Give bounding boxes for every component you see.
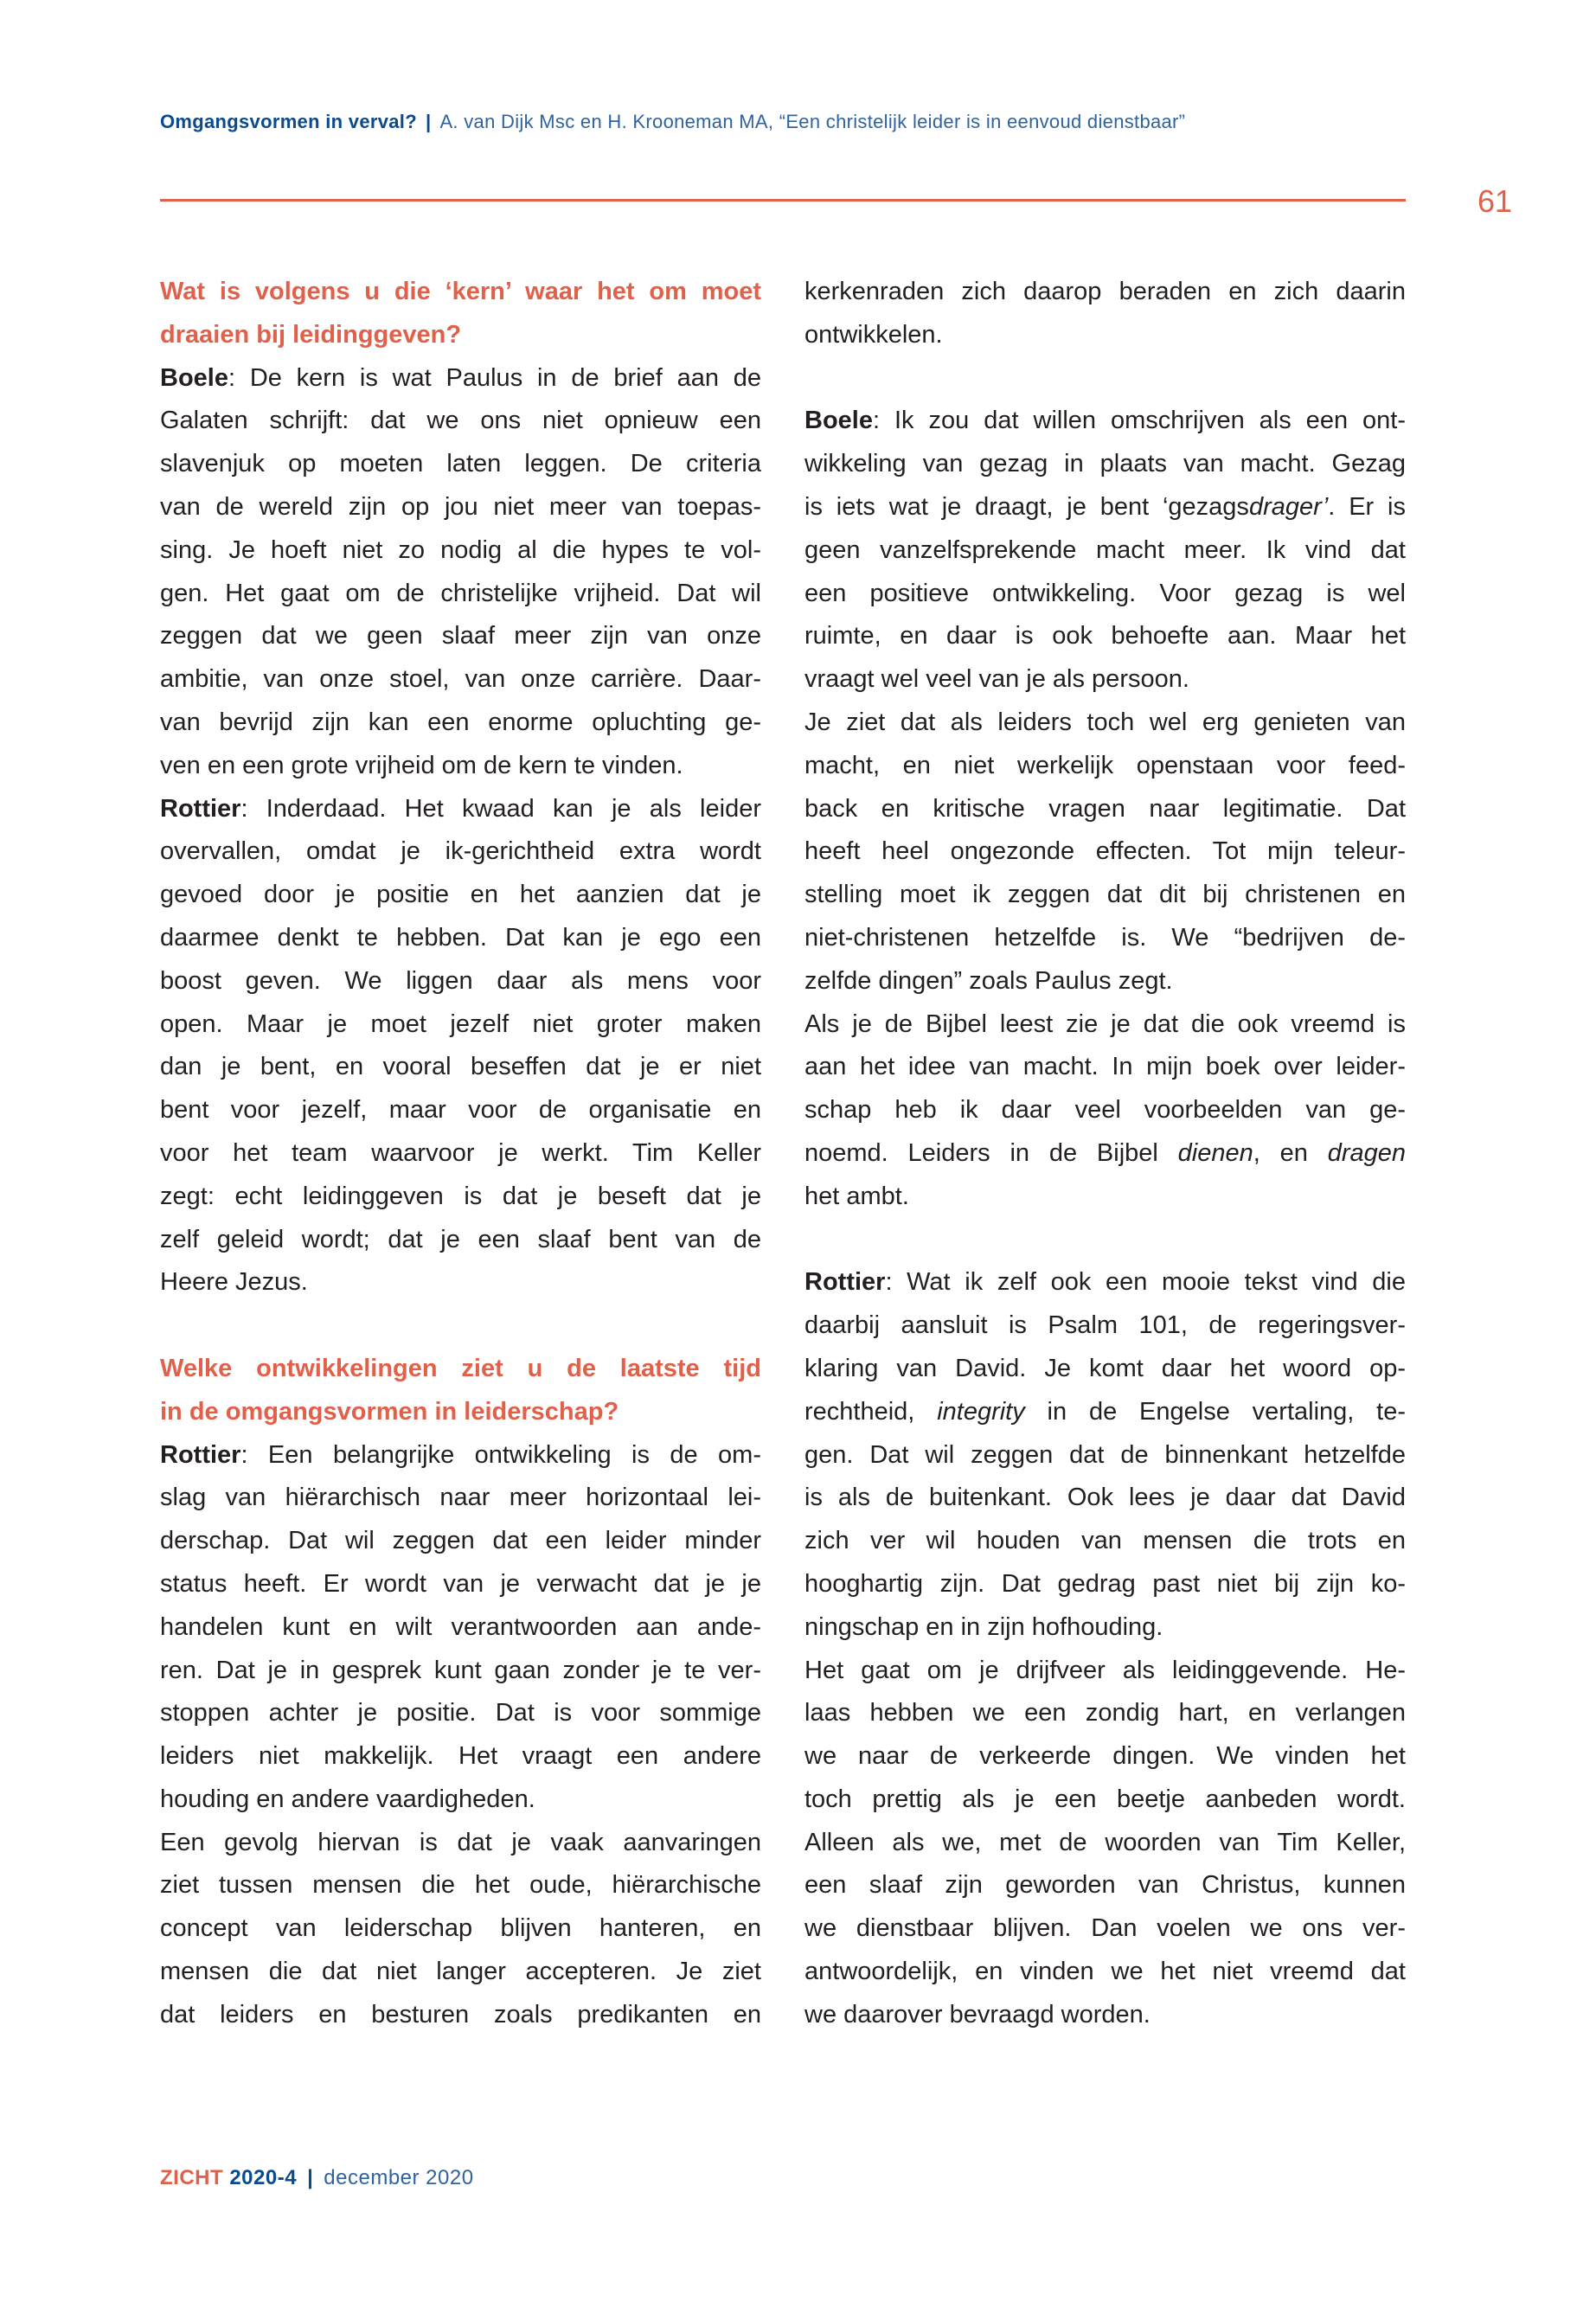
- text-run: Heere Jezus.: [160, 1268, 308, 1297]
- italic-run: drager’: [1248, 492, 1329, 521]
- text-run: overvallen, omdat je ik-gerichtheid extra wordt: [160, 837, 761, 866]
- text-line: [804, 1261, 1406, 1304]
- text-run: Welke ontwikkelingen ziet u de laatste tijd: [160, 1354, 761, 1382]
- text-run: Alleen als we, met de woorden van Tim Keller,: [804, 1828, 1406, 1856]
- italic-run: dienen: [1177, 1138, 1253, 1167]
- header-rule: [160, 199, 1406, 202]
- text-run: Je ziet dat als leiders toch wel erg genieten van: [804, 708, 1406, 736]
- text-line: [804, 788, 1406, 831]
- text-line: [804, 1132, 1406, 1176]
- text-run: concept van leiderschap blijven hanteren, en: [160, 1914, 761, 1943]
- text-line: [804, 1348, 1406, 1391]
- header-separator: |: [425, 111, 432, 132]
- text-line: [804, 1003, 1406, 1047]
- text-line: [804, 1779, 1406, 1822]
- text-line: [160, 788, 761, 831]
- text-run: kerkenraden zich daarop beraden en zich daarin: [804, 278, 1406, 305]
- text-line: [804, 658, 1406, 702]
- speaker-name: Boele: [804, 407, 873, 435]
- text-line: [160, 1779, 761, 1822]
- text-line: [160, 1477, 761, 1520]
- text-run: leiders niet makkelijk. Het vraagt een andere: [160, 1742, 761, 1771]
- text-run: klaring van David. Je komt daar het woord op-: [804, 1354, 1406, 1382]
- text-run: daarmee denkt te hebben. Dat kan je ego een: [160, 923, 761, 952]
- text-run: status heeft. Er wordt van je verwacht dat je je: [160, 1569, 761, 1598]
- text-run: boost geven. We liggen daar als mens voor: [160, 966, 761, 995]
- text-line: [804, 314, 1406, 357]
- text-line: [160, 1261, 761, 1304]
- text-run: Het gaat om je drijfveer als leidinggevende. He-: [804, 1656, 1406, 1684]
- text-line: [160, 1176, 761, 1219]
- text-line: [160, 529, 761, 573]
- text-run: dat leiders en besturen zoals predikanten en: [160, 2000, 761, 2029]
- text-run: : Een belangrijke ontwikkeling is de om-: [240, 1440, 761, 1469]
- text-line: [804, 1951, 1406, 1994]
- text-run: heeft heel ongezonde effecten. Tot mijn teleur-: [804, 837, 1406, 866]
- text-run: we naar de verkeerde dingen. We vinden het: [804, 1742, 1406, 1771]
- speaker-name: Boele: [160, 363, 228, 392]
- footer: [160, 2166, 474, 2190]
- text-line: [160, 1951, 761, 1994]
- text-run: derschap. Dat wil zeggen dat een leider minder: [160, 1527, 761, 1555]
- text-run: gen. Dat wil zeggen dat de binnenkant hetzelfde: [804, 1440, 1406, 1469]
- text-run: in de Engelse vertaling, te-: [1024, 1397, 1406, 1426]
- text-run: macht, en niet werkelijk openstaan voor feed-: [804, 751, 1406, 779]
- text-run: het ambt.: [804, 1182, 909, 1210]
- speaker-name: Rottier: [160, 1440, 241, 1469]
- text-run: is als de buitenkant. Ook lees je daar dat David: [804, 1484, 1406, 1512]
- text-run: rechtheid,: [804, 1397, 938, 1426]
- text-line: [160, 702, 761, 745]
- footer-brand: ZICHT: [160, 2166, 224, 2189]
- text-line: [804, 573, 1406, 616]
- text-run: : De kern is wat Paulus in de brief aan de: [228, 363, 761, 392]
- text-line: [804, 1176, 1406, 1219]
- column-right: [804, 271, 1406, 2037]
- text-run: zelf geleid wordt; dat je een slaaf bent van de: [160, 1225, 761, 1253]
- text-line: [160, 1864, 761, 1907]
- text-run: gen. Het gaat om de christelijke vrijheid. Dat wil: [160, 579, 761, 607]
- text-line: [160, 658, 761, 702]
- page-number: 61: [1477, 183, 1513, 219]
- text-line: [804, 1563, 1406, 1606]
- text-run: : Inderdaad. Het kwaad kan je als leider: [240, 794, 761, 823]
- text-run: een positieve ontwikkeling. Voor gezag is wel: [804, 579, 1406, 607]
- text-run: open. Maar je moet jezelf niet groter maken: [160, 1009, 761, 1038]
- text-line: [804, 1907, 1406, 1951]
- footer-date: december 2020: [324, 2166, 474, 2189]
- text-line: [160, 1822, 761, 1865]
- text-run: back en kritische vragen naar legitimatie. Dat: [804, 794, 1406, 823]
- footer-separator: |: [307, 2166, 314, 2189]
- text-line: [804, 1735, 1406, 1779]
- text-run: ontwikkelen.: [804, 320, 943, 349]
- text-line: [160, 486, 761, 529]
- text-run: aan het idee van macht. In mijn boek over leider-: [804, 1053, 1406, 1081]
- text-run: . Er is: [1328, 492, 1406, 521]
- text-run: van de wereld zijn op jou niet meer van toepas-: [160, 492, 761, 521]
- text-run: sing. Je hoeft niet zo nodig al die hypes te vol-: [160, 535, 761, 564]
- text-run: we daarover bevraagd worden.: [804, 2000, 1151, 2029]
- text-line: [160, 874, 761, 917]
- text-line: [160, 1692, 761, 1735]
- text-run: Wat is volgens u die ‘kern’ waar het om moet: [160, 278, 761, 305]
- text-line: [804, 615, 1406, 658]
- text-run: draaien bij leidinggeven?: [160, 320, 462, 349]
- text-line: [160, 745, 761, 788]
- text-run: bent voor jezelf, maar voor de organisatie en: [160, 1096, 761, 1125]
- text-run: Als je de Bijbel leest zie je dat die ook vreemd is: [804, 1009, 1406, 1038]
- text-line: [804, 1477, 1406, 1520]
- text-line: [804, 830, 1406, 874]
- text-line: [160, 1735, 761, 1779]
- text-line: [160, 1219, 761, 1262]
- text-line: [804, 529, 1406, 573]
- text-line: [160, 1907, 761, 1951]
- text-line: [160, 1606, 761, 1650]
- text-run: niet-christenen hetzelfde is. We “bedrijven de-: [804, 923, 1406, 952]
- text-line: [804, 400, 1406, 443]
- text-line: [804, 486, 1406, 529]
- text-run: geen vanzelfsprekende macht meer. Ik vind dat: [804, 535, 1406, 564]
- text-run: zelfde dingen” zoals Paulus zegt.: [804, 966, 1173, 995]
- question-heading-line: [160, 314, 761, 357]
- text-line: [804, 960, 1406, 1003]
- text-run: Galaten schrijft: dat we ons niet opnieuw een: [160, 407, 761, 435]
- text-line: [160, 1046, 761, 1089]
- text-run: : Wat ik zelf ook een mooie tekst vind die: [885, 1268, 1406, 1297]
- text-run: antwoordelijk, en vinden we het niet vreemd dat: [804, 1958, 1406, 1986]
- text-line: [804, 271, 1406, 314]
- text-run: , en: [1253, 1138, 1328, 1167]
- question-heading-line: [160, 1348, 761, 1391]
- italic-run: integrity: [937, 1397, 1025, 1426]
- text-line: [160, 573, 761, 616]
- text-line: [160, 1089, 761, 1132]
- blank-line: [804, 1219, 1406, 1262]
- text-run: schap heb ik daar veel voorbeelden van ge-: [804, 1096, 1406, 1125]
- text-run: zegt: echt leidinggeven is dat je beseft dat je: [160, 1182, 761, 1210]
- text-run: ren. Dat je in gesprek kunt gaan zonder je te ver-: [160, 1656, 761, 1684]
- text-line: [804, 1650, 1406, 1693]
- text-run: zich ver wil houden van mensen die trots en: [804, 1527, 1406, 1555]
- text-run: toch prettig als je een beetje aanbeden wordt.: [804, 1785, 1406, 1813]
- text-run: voor het team waarvoor je werkt. Tim Keller: [160, 1138, 761, 1167]
- text-run: hooghartig zijn. Dat gedrag past niet bij zijn ko-: [804, 1569, 1406, 1598]
- italic-run: dragen: [1327, 1138, 1406, 1167]
- text-run: slavenjuk op moeten laten leggen. De criteria: [160, 450, 761, 478]
- text-run: gevoed door je positie en het aanzien dat je: [160, 881, 761, 909]
- text-run: houding en andere vaardigheden.: [160, 1785, 535, 1813]
- text-line: [804, 1822, 1406, 1865]
- column-left: [160, 271, 761, 2037]
- text-run: : Ik zou dat willen omschrijven als een ont-: [872, 407, 1406, 435]
- text-line: [160, 917, 761, 960]
- text-line: [804, 1391, 1406, 1434]
- text-run: stelling moet ik zeggen dat dit bij christenen en: [804, 881, 1406, 909]
- text-run: zeggen dat we geen slaaf meer zijn van onze: [160, 622, 761, 651]
- footer-issue: 2020-4: [229, 2166, 298, 2189]
- text-line: [160, 1994, 761, 2037]
- text-line: [804, 1864, 1406, 1907]
- header-title: Omgangsvormen in verval?: [160, 111, 417, 132]
- text-line: [160, 615, 761, 658]
- text-run: wikkeling van gezag in plaats van macht. Gezag: [804, 450, 1406, 478]
- text-line: [804, 745, 1406, 788]
- text-run: van bevrijd zijn kan een enorme opluchting ge-: [160, 708, 761, 736]
- text-run: vraagt wel veel van je als persoon.: [804, 665, 1189, 694]
- text-run: noemd. Leiders in de Bijbel: [804, 1138, 1178, 1167]
- text-line: [804, 917, 1406, 960]
- text-line: [804, 443, 1406, 486]
- header-subtitle: A. van Dijk Msc en H. Krooneman MA, “Een christelijk leider is in eenvoud dienstbaar”: [439, 111, 1186, 132]
- text-run: laas hebben we een zondig hart, en verlangen: [804, 1699, 1406, 1727]
- text-line: [160, 1434, 761, 1477]
- text-line: [160, 1650, 761, 1693]
- text-run: ziet tussen mensen die het oude, hiërarchische: [160, 1871, 761, 1900]
- text-run: we dienstbaar blijven. Dan voelen we ons ver-: [804, 1914, 1406, 1943]
- text-line: [804, 1520, 1406, 1563]
- text-line: [160, 1003, 761, 1047]
- text-run: ambitie, van onze stoel, van onze carrière. Daar-: [160, 665, 761, 694]
- text-run: handelen kunt en wilt verantwoorden aan ande-: [160, 1612, 761, 1641]
- text-run: in de omgangsvormen in leiderschap?: [160, 1397, 619, 1426]
- text-line: [160, 960, 761, 1003]
- text-line: [160, 357, 761, 401]
- text-line: [804, 1994, 1406, 2037]
- text-run: ven en een grote vrijheid om de kern te vinden.: [160, 751, 683, 779]
- text-line: [804, 874, 1406, 917]
- text-line: [804, 1434, 1406, 1477]
- text-run: dan je bent, en vooral beseffen dat je er niet: [160, 1053, 761, 1081]
- speaker-name: Rottier: [804, 1268, 886, 1297]
- text-line: [804, 1089, 1406, 1132]
- running-header: [160, 111, 1185, 133]
- text-run: mensen die dat niet langer accepteren. Je ziet: [160, 1958, 761, 1986]
- question-heading-line: [160, 1391, 761, 1434]
- text-line: [804, 1304, 1406, 1348]
- blank-line: [804, 357, 1406, 401]
- text-run: is iets wat je draagt, je bent ‘gezags: [804, 492, 1249, 521]
- text-run: ningschap en in zijn hofhouding.: [804, 1612, 1163, 1641]
- text-line: [160, 400, 761, 443]
- blank-line: [160, 1304, 761, 1348]
- text-line: [160, 1563, 761, 1606]
- text-run: stoppen achter je positie. Dat is voor sommige: [160, 1699, 761, 1727]
- text-line: [160, 1520, 761, 1563]
- text-line: [804, 1692, 1406, 1735]
- text-run: daarbij aansluit is Psalm 101, de regeringsver-: [804, 1311, 1406, 1340]
- text-line: [804, 1606, 1406, 1650]
- text-run: ruimte, en daar is ook behoefte aan. Maar het: [804, 622, 1406, 651]
- speaker-name: Rottier: [160, 794, 241, 823]
- text-run: Een gevolg hiervan is dat je vaak aanvaringen: [160, 1828, 761, 1856]
- text-line: [160, 443, 761, 486]
- text-line: [804, 702, 1406, 745]
- text-line: [160, 830, 761, 874]
- text-run: slag van hiërarchisch naar meer horizontaal lei-: [160, 1484, 761, 1512]
- text-run: een slaaf zijn geworden van Christus, kunnen: [804, 1871, 1406, 1900]
- text-line: [160, 1132, 761, 1176]
- text-line: [804, 1046, 1406, 1089]
- question-heading-line: [160, 271, 761, 314]
